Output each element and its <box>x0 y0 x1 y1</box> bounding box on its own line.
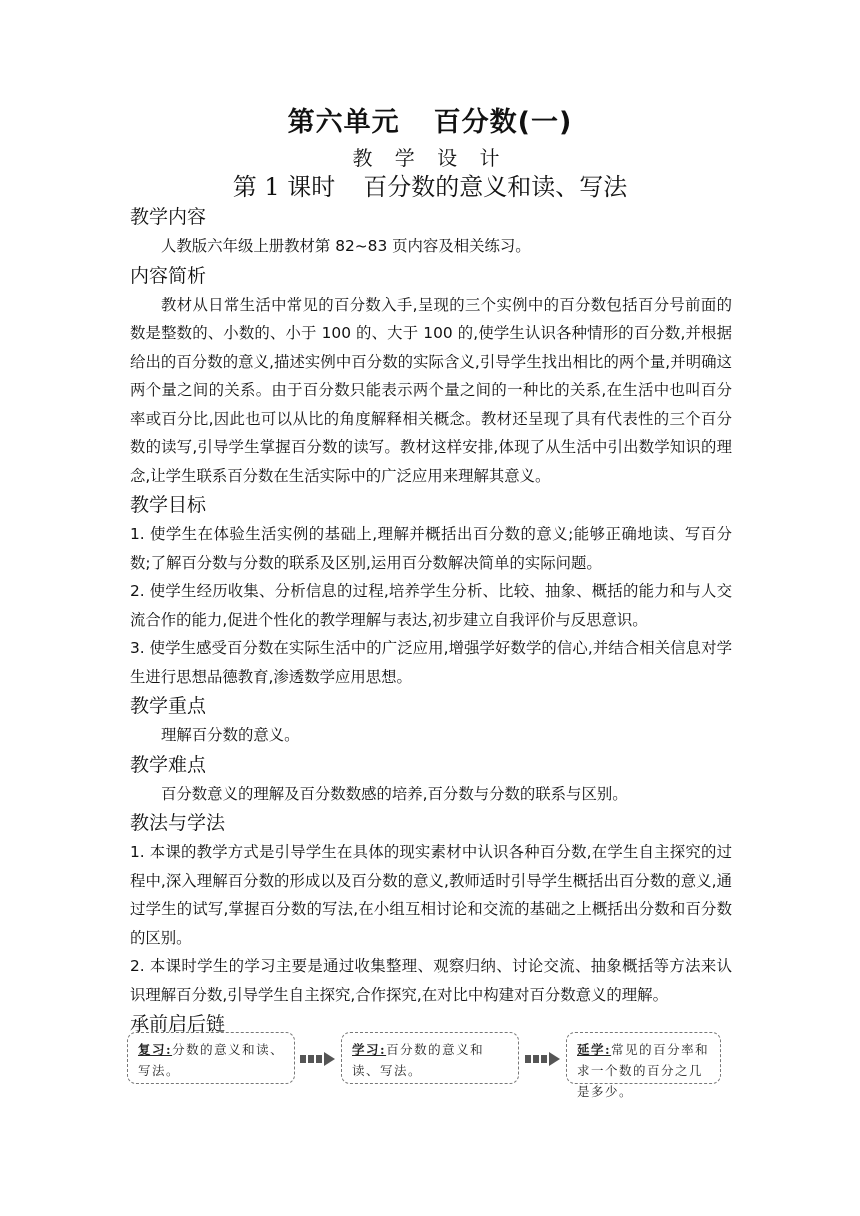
section-heading-analysis: 内容简析 <box>130 264 207 287</box>
knowledge-chain <box>0 1032 860 1099</box>
extend-label: 延学: <box>577 1042 612 1057</box>
review-box <box>127 1032 295 1084</box>
unit-title <box>0 100 860 139</box>
method-item: 2. 本课时学生的学习主要是通过收集整理、观察归纳、讨论交流、抽象概括等方法来认识理解百分数,引导学生自主探究,合作探究,在对比中构建对百分数意义的理解。 <box>130 957 732 1004</box>
section-heading-difficulties: 教学难点 <box>130 753 207 776</box>
extend-text: 常见的百分率和求一个数的百分之几是多少。 <box>577 1042 710 1099</box>
key-points-text: 理解百分数的意义。 <box>161 726 300 744</box>
goal-item: 2. 使学生经历收集、分析信息的过程,培养学生分析、比较、抽象、概括的能力和与人交流合作的能力,促进个性化的教学理解与表达,初步建立自我评价与反思意识。 <box>130 582 732 629</box>
arrow-right-icon <box>299 1051 337 1067</box>
difficulties-text: 百分数意义的理解及百分数数感的培养,百分数与分数的联系与区别。 <box>161 784 628 803</box>
section-heading-goals: 教学目标 <box>130 494 207 516</box>
unit-number: 第六单元 <box>287 107 400 138</box>
extend-box <box>566 1032 721 1099</box>
document-body <box>130 202 732 1039</box>
review-text: 分数的意义和读、写法。 <box>138 1042 285 1078</box>
section-heading-links: 承前启后链 <box>130 1013 226 1035</box>
section-heading-key-points: 教学重点 <box>130 695 207 717</box>
learn-box <box>341 1032 519 1084</box>
goal-item: 3. 使学生感受百分数在实际生活中的广泛应用,增强学好数学的信心,并结合相关信息对学生进行思想品德教育,渗透数学应用思想。 <box>130 639 732 686</box>
learn-label: 学习: <box>352 1042 387 1057</box>
section-heading-content: 教学内容 <box>130 206 207 228</box>
lesson-topic: 百分数的意义和读、写法 <box>363 173 628 201</box>
unit-topic: 百分数(一) <box>433 107 573 138</box>
arrow-right-icon <box>524 1051 562 1067</box>
review-label: 复习: <box>138 1042 173 1057</box>
method-item: 1. 本课的教学方式是引导学生在具体的现实素材中认识各种百分数,在学生自主探究的过程中,深入理解百分数的形成以及百分数的意义,教师适时引导学生概括出百分数的意义,通过学生的试写,掌握百分数的写法,在小组互相讨论和交流的基础之上概括出分数和百分数的区别。 <box>130 843 732 947</box>
design-subtitle: 教 学 设 计 <box>352 146 508 170</box>
analysis-text: 教材从日常生活中常见的百分数入手,呈现的三个实例中的百分数包括百分号前面的数是整数的、小数的、小于 100 的、大于 100 的,使学生认识各种情形的百分数,并根据给出的百分数的意义,描述实例中百分数的实际含义,引导学生找出相比的两个量,并明确这两个量之间的关系。由于百分数只能表示两个量之间的一种比的关系,在生活中也叫百分率或百分比,因此也可以从比的角度解释相关概念。教材还呈现了具有代表性的三个百分数的读写,引导学生掌握百分数的读写。教材这样安排,体现了从生活中引出数学知识的理念,让学生联系百分数在生活实际中的广泛应用来理解其意义。 <box>130 295 732 485</box>
learn-text: 百分数的意义和读、写法。 <box>352 1042 485 1078</box>
goal-item: 1. 使学生在体验生活实例的基础上,理解并概括出百分数的意义;能够正确地读、写百分数;了解百分数与分数的联系及区别,运用百分数解决简单的实际问题。 <box>130 525 732 572</box>
content-text: 人教版六年级上册教材第 82~83 页内容及相关练习。 <box>161 237 531 255</box>
section-heading-methods: 教法与学法 <box>130 812 226 834</box>
lesson-number: 第 1 课时 <box>232 173 336 201</box>
lesson-title <box>0 167 860 202</box>
